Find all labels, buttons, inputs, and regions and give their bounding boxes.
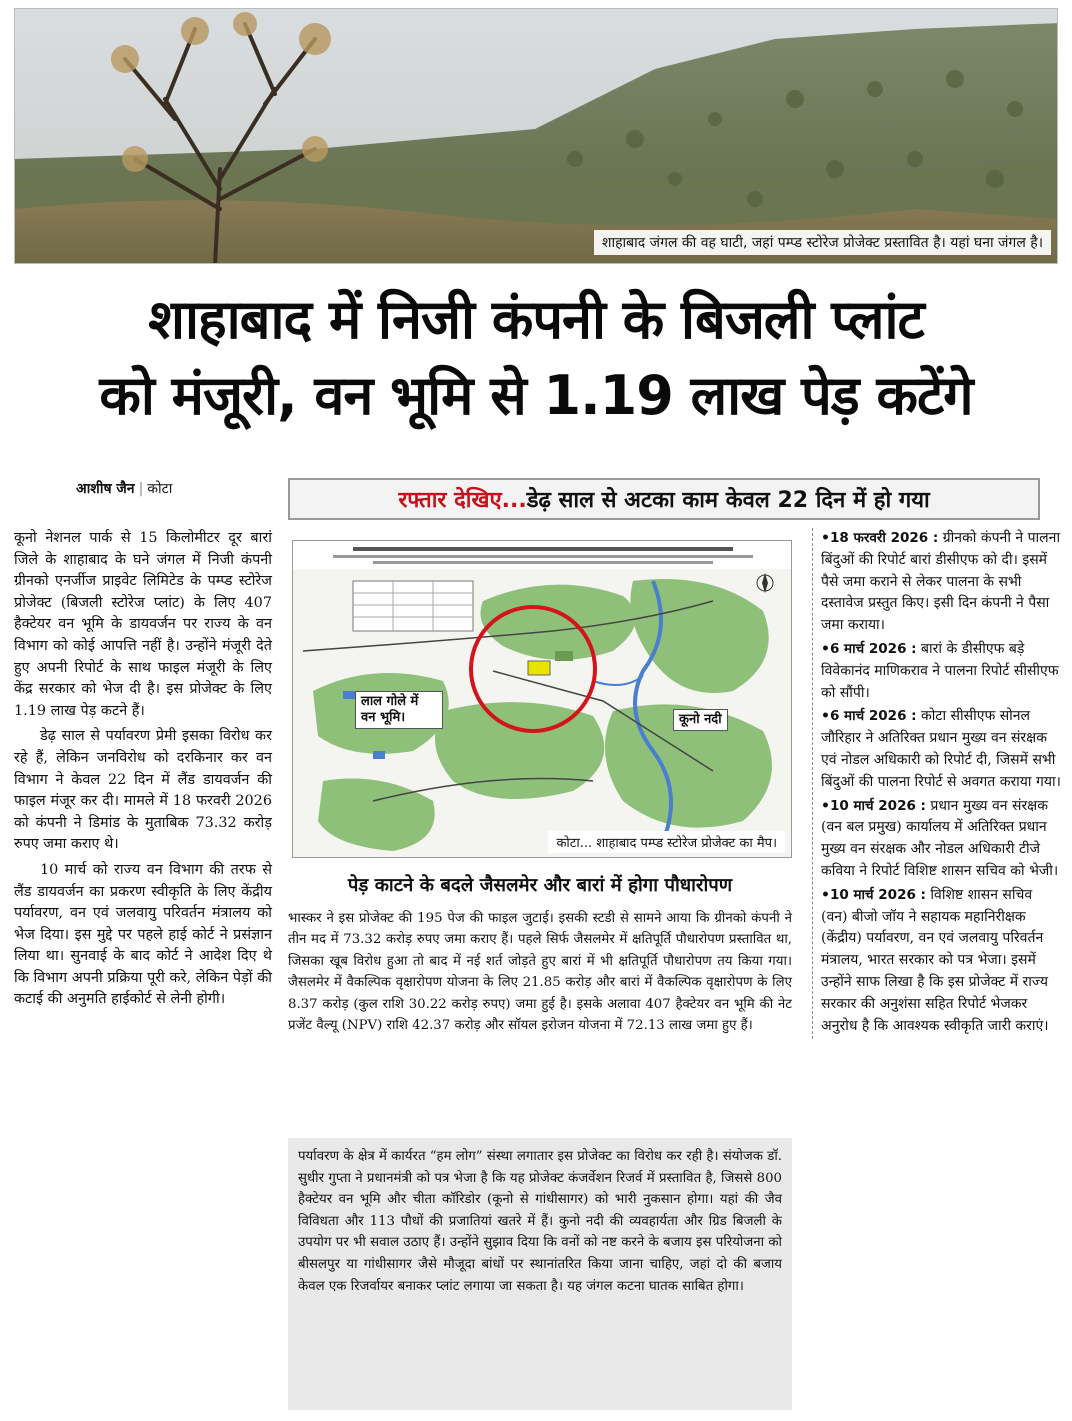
hero-photo — [14, 8, 1058, 264]
timeline-column — [812, 528, 1062, 1039]
strap-red-text: रफ्तार देखिए... — [398, 488, 527, 513]
headline-line-1: शाहाबाद में निजी कंपनी के बिजली प्लांट — [148, 288, 924, 351]
bullet-icon: • — [821, 797, 830, 814]
timeline-item — [821, 796, 1062, 883]
byline — [76, 479, 172, 498]
dateline-city: कोटा — [147, 481, 173, 497]
bullet-icon: • — [821, 886, 830, 903]
middle-subheading: पेड़ काटने के बदले जैसलमेर और बारां में होगा पौधारोपण — [347, 875, 733, 896]
strap-black-text: डेढ़ साल से अटका काम केवल 22 दिन में हो गया — [526, 488, 930, 513]
timeline-text: विशिष्ट शासन सचिव (वन) बीजो जॉय ने सहायक महानिरीक्षक (केंद्रीय) पर्यावरण, वन एवं जलवायु परिवर्तन मंत्रालय, भारत सरकार को पत्र भेजा। इसमें उन्होंने साफ लिखा है कि इस प्रोजेक्ट में राज्य सरकार की अनुशंसा सहित रिपोर्ट भेजकर अनुरोध है कि आवश्यक स्वीकृति जारी कराएं। — [821, 886, 1049, 1034]
hero-caption: शाहाबाद जंगल की वह घाटी, जहां पम्प्ड स्टोरेज प्रोजेक्ट प्रस्तावित है। यहां घना जंगल है। — [594, 230, 1051, 255]
timeline-date: 10 मार्च 2026 : — [829, 797, 926, 814]
highlight-box: पर्यावरण के क्षेत्र में कार्यरत “हम लोग” संस्था लगातार इस प्रोजेक्ट का विरोध कर रही है। संयोजक डॉ. सुधीर गुप्ता ने प्रधानमंत्री को पत्र भेजा है कि यह प्रोजेक्ट कंजर्वेशन रिजर्व में प्रस्तावित है, जिससे 800 हैक्टेयर वन भूमि और चीता कॉरिडोर (कूनो से गांधीसागर) को भारी नुकसान होगा। यहां की जैव विविधता और 113 पौधों की प्रजातियां खतरे में हैं। कुनो नदी की व्यवहार्यता और ग्रिड बिजली के उपयोग पर भी सवाल उठाए हैं। उन्होंने सुझाव दिया कि वनों को नष्ट करने के बजाय इस परियोजना को बीसलपुर या गांधीसागर जैसे मौजूदा बांधों पर स्थानांतरित किया जाना चाहिए, जहां दो की बजाय केवल एक रिजर्वायर बनाकर प्लांट लगाया जा सकता है। यह जंगल कटना घातक साबित होगा। — [288, 1138, 792, 1410]
timeline-item — [821, 706, 1062, 793]
timeline-date: 6 मार्च 2026 : — [829, 708, 917, 725]
timeline-text: प्रधान मुख्य वन संरक्षक (वन बल प्रमुख) कार्यालय में अतिरिक्त प्रधान मुख्य वन संरक्षक और नोडल अधिकारी टीजे कविया ने रिपोर्ट विशिष्ट शासन सचिव को भेजी। — [821, 797, 1059, 879]
timeline-item — [821, 639, 1062, 704]
map-label-kuno-river: कूनो नदी — [673, 709, 728, 731]
byline-separator: | — [138, 481, 144, 497]
timeline-date: 10 मार्च 2026 : — [829, 886, 926, 903]
bullet-icon: • — [821, 640, 830, 657]
left-column — [14, 528, 272, 1015]
project-map — [292, 540, 792, 858]
map-caption: कोटा... शाहाबाद पम्प्ड स्टोरेज प्रोजेक्ट का मैप। — [548, 831, 785, 853]
bullet-icon: • — [821, 530, 830, 546]
bullet-icon: • — [821, 708, 830, 725]
section-strap — [288, 478, 1040, 520]
timeline-item — [821, 885, 1062, 1038]
forest-valley-image — [15, 9, 1058, 264]
timeline-text: कोटा सीसीएफ सोनल जौरिहार ने अतिरिक्त प्रधान मुख्य वन संरक्षक एवं नोडल अधिकारी को रिपोर्ट दी, जिसमें सभी बिंदुओं की पालना रिपोर्ट से अवगत कराया गया। — [821, 708, 1061, 790]
timeline-text: बारां के डीसीएफ बड़े विवेकानंद माणिकराव ने पालना रिपोर्ट सीसीएफ को सौंपी। — [821, 640, 1059, 701]
timeline-item — [821, 528, 1062, 637]
timeline-date: 18 फरवरी 2026 : — [829, 530, 939, 546]
left-paragraph-1: कूनो नेशनल पार्क से 15 किलोमीटर दूर बारां जिले के शाहाबाद के घने जंगल में निजी कंपनी ग्रीनको एनर्जीज प्राइवेट लिमिटेड के पम्प्ड स्टोरेज प्रोजेक्ट (बिजली स्टोरेज प्लांट) के लिए 407 हैक्टेयर वन भूमि के डायवर्जन पर राज्य के वन विभाग को कोई आपत्ति नहीं है। उन्होंने मंजूरी देते हुए अपनी रिपोर्ट के साथ फाइल मंजूरी के लिए केंद्र सरकार को भेज दी है। इस प्रोजेक्ट के लिए 1.19 लाख पेड़ कटने हैं। — [14, 530, 272, 719]
author-name: आशीष जैन — [76, 481, 135, 497]
middle-body: भास्कर ने इस प्रोजेक्ट की 195 पेज की फाइल जुटाई। इसकी स्टडी से सामने आया कि ग्रीनको कंपनी ने तीन मद में 73.32 करोड़ रुपए जमा कराए हैं। पहले सिर्फ जैसलमेर में क्षतिपूर्ति पौधारोपण प्रस्तावित था, जिसका खूब विरोध हुआ तो बाद में नई शर्त जोड़ते हुए बारां में भी क्षतिपूर्ति पौधारोपण तय किया गया। जैसलमेर में वैकल्पिक वृक्षारोपण योजना के लिए 21.85 करोड़ और बारां में वैकल्पिक वृक्षारोपण के लिए 8.37 करोड़ (कुल राशि 30.22 करोड़ रुपए) जमा हुई है। इसके अलावा 407 हैक्टेयर वन भूमि की नेट प्रजेंट वैल्यू (NPV) राशि 42.37 करोड़ और सॉयल इरोजन योजना में 72.13 लाख जमा हुए हैं। — [288, 911, 792, 1034]
headline-line-2: को मंजूरी, वन भूमि से 1.19 लाख पेड़ कटेंगे — [99, 364, 973, 427]
timeline-text: ग्रीनको कंपनी ने पालना बिंदुओं की रिपोर्ट बारां डीसीएफ को दी। इसमें पैसे जमा कराने से लेकर पालना के सभी दस्तावेज प्रस्तुत किए। इसी दिन कंपनी ने पैसा जमा कराया। — [821, 530, 1061, 634]
left-paragraph-2: डेढ़ साल से पर्यावरण प्रेमी इसका विरोध कर रहे हैं, लेकिन जनविरोध को दरकिनार कर वन विभाग ने केवल 22 दिन में लैंड डायवर्जन की फाइल मंजूर कर दी। मामले में 18 फरवरी 2026 को कंपनी ने डिमांड के मुताबिक 73.32 करोड़ रुपए जमा कराए थे। — [14, 728, 272, 853]
left-paragraph-3: 10 मार्च को राज्य वन विभाग की तरफ से लैंड डायवर्जन का प्रकरण स्वीकृति के लिए केंद्रीय पर्यावरण, वन एवं जलवायु परिवर्तन मंत्रालय को भेज दिया। इस मुद्दे पर पहले हाई कोर्ट ने प्रसंज्ञान लिया था। सुनवाई के बाद कोर्ट ने आदेश दिए थे कि विभाग अपनी प्रक्रिया पूरी करे, लेकिन पेड़ों की कटाई की अनुमति हाईकोर्ट से लेनी होगी। — [14, 861, 272, 1008]
headline — [14, 282, 1058, 434]
timeline-date: 6 मार्च 2026 : — [829, 640, 917, 657]
map-label-forest-land: लाल गोले में वन भूमि। — [355, 691, 443, 729]
